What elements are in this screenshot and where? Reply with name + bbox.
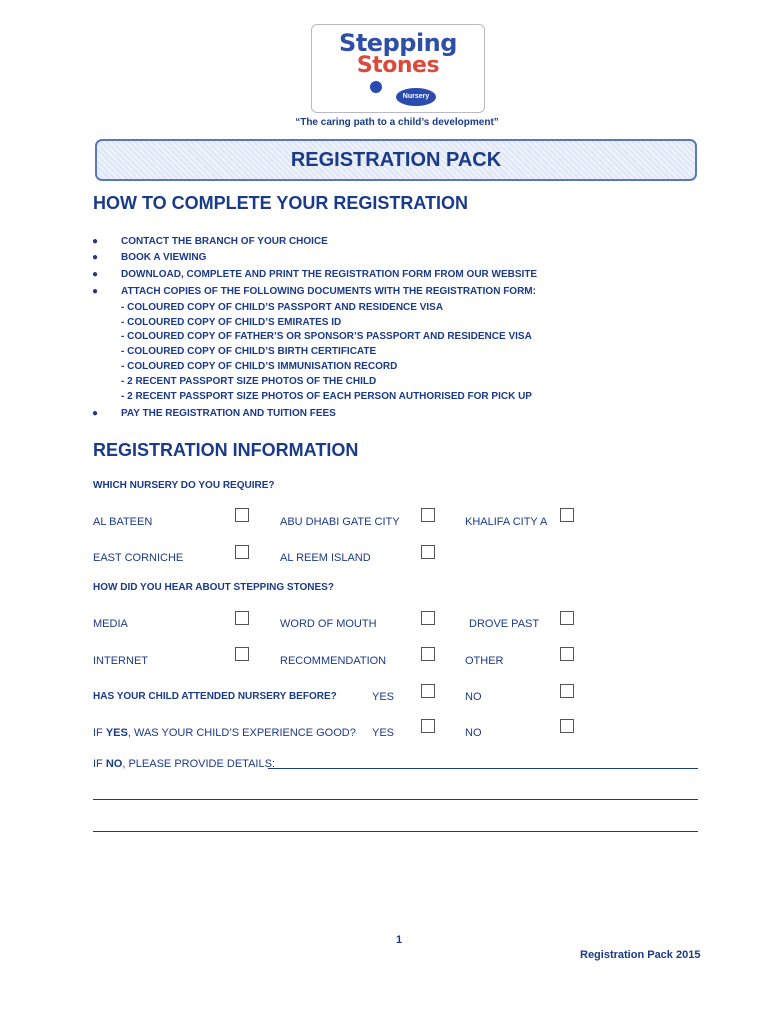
option-label: NO [465, 691, 482, 703]
bullet-icon: ● [92, 408, 99, 419]
step-item: CONTACT THE BRANCH OF YOUR CHOICE [121, 236, 328, 247]
option-label: KHALIFA CITY A [465, 516, 548, 528]
option-label: MEDIA [93, 618, 128, 630]
attended-yes-checkbox[interactable] [421, 684, 435, 698]
abu-dhabi-gate-city-checkbox[interactable] [421, 508, 435, 522]
hear-question: HOW DID YOU HEAR ABOUT STEPPING STONES? [93, 582, 334, 593]
option-label: WORD OF MOUTH [280, 618, 377, 630]
question-suffix: , WAS YOUR CHILD’S EXPERIENCE GOOD? [127, 727, 356, 739]
option-label: OTHER [465, 655, 504, 667]
details-input-line-1[interactable] [268, 768, 698, 769]
logo [311, 24, 485, 113]
drove-past-checkbox[interactable] [560, 611, 574, 625]
nursery-question: WHICH NURSERY DO YOU REQUIRE? [93, 480, 275, 491]
info-heading: REGISTRATION INFORMATION [93, 440, 359, 460]
details-input-line-3[interactable] [93, 831, 698, 832]
option-label: YES [372, 691, 395, 703]
how-to-heading: HOW TO COMPLETE YOUR REGISTRATION [93, 193, 469, 213]
details-prefix: IF [93, 758, 106, 770]
document-item: - 2 RECENT PASSPORT SIZE PHOTOS OF EACH PERSON AUTHORISED FOR PICK UP [121, 391, 532, 402]
attended-no-checkbox[interactable] [560, 684, 574, 698]
internet-checkbox[interactable] [235, 647, 249, 661]
option-label: DROVE PAST [469, 618, 540, 630]
attended-question: HAS YOUR CHILD ATTENDED NURSERY BEFORE? [93, 691, 337, 702]
other-checkbox[interactable] [560, 647, 574, 661]
step-item: BOOK A VIEWING [121, 252, 207, 263]
option-label: RECOMMENDATION [280, 655, 387, 667]
details-input-line-2[interactable] [93, 799, 698, 800]
al-bateen-checkbox[interactable] [235, 508, 249, 522]
document-item: - COLOURED COPY OF CHILD’S IMMUNISATION RECORD [121, 361, 398, 372]
bullet-icon: ● [92, 252, 99, 263]
logo-badge: Nursery [396, 88, 436, 106]
step-item: PAY THE REGISTRATION AND TUITION FEES [121, 408, 336, 419]
media-checkbox[interactable] [235, 611, 249, 625]
footer-text: Registration Pack 2015 [580, 949, 701, 961]
option-label: AL BATEEN [93, 516, 153, 528]
al-reem-island-checkbox[interactable] [421, 545, 435, 559]
experience-yes-checkbox[interactable] [421, 719, 435, 733]
logo-text-stones: Stones [356, 53, 440, 78]
details-emphasis: NO [105, 758, 123, 770]
option-label: INTERNET [93, 655, 148, 667]
question-prefix: IF [93, 727, 106, 739]
document-item: - COLOURED COPY OF CHILD’S PASSPORT AND RESIDENCE VISA [121, 302, 444, 313]
page-title: REGISTRATION PACK [290, 149, 502, 171]
details-suffix: , PLEASE PROVIDE DETAILS: [122, 758, 275, 770]
bullet-icon: ● [92, 286, 99, 297]
bullet-icon: ● [92, 269, 99, 280]
document-item: - 2 RECENT PASSPORT SIZE PHOTOS OF THE CHILD [121, 376, 377, 387]
document-item: - COLOURED COPY OF CHILD’S EMIRATES ID [121, 317, 342, 328]
step-item: DOWNLOAD, COMPLETE AND PRINT THE REGISTRATION FORM FROM OUR WEBSITE [121, 269, 538, 280]
title-banner [95, 139, 697, 181]
document-item: - COLOURED COPY OF CHILD’S BIRTH CERTIFICATE [121, 346, 377, 357]
option-label: YES [372, 727, 395, 739]
logo-dot-icon [370, 81, 382, 93]
document-item: - COLOURED COPY OF FATHER’S OR SPONSOR’S PASSPORT AND RESIDENCE VISA [121, 331, 532, 342]
tagline: “The caring path to a child’s development” [295, 117, 499, 128]
details-label [93, 758, 275, 770]
bullet-icon: ● [92, 236, 99, 247]
east-corniche-checkbox[interactable] [235, 545, 249, 559]
word-of-mouth-checkbox[interactable] [421, 611, 435, 625]
khalifa-city-a-checkbox[interactable] [560, 508, 574, 522]
option-label: NO [465, 727, 482, 739]
recommendation-checkbox[interactable] [421, 647, 435, 661]
logo-text-stepping: Stepping [339, 29, 457, 57]
experience-no-checkbox[interactable] [560, 719, 574, 733]
option-label: ABU DHABI GATE CITY [280, 516, 400, 528]
question-emphasis: YES [105, 727, 128, 739]
step-item: ATTACH COPIES OF THE FOLLOWING DOCUMENTS WITH THE REGISTRATION FORM: [121, 286, 536, 297]
page-number: 1 [396, 934, 403, 946]
option-label: EAST CORNICHE [93, 552, 184, 564]
experience-question [93, 727, 356, 739]
option-label: AL REEM ISLAND [280, 552, 371, 564]
